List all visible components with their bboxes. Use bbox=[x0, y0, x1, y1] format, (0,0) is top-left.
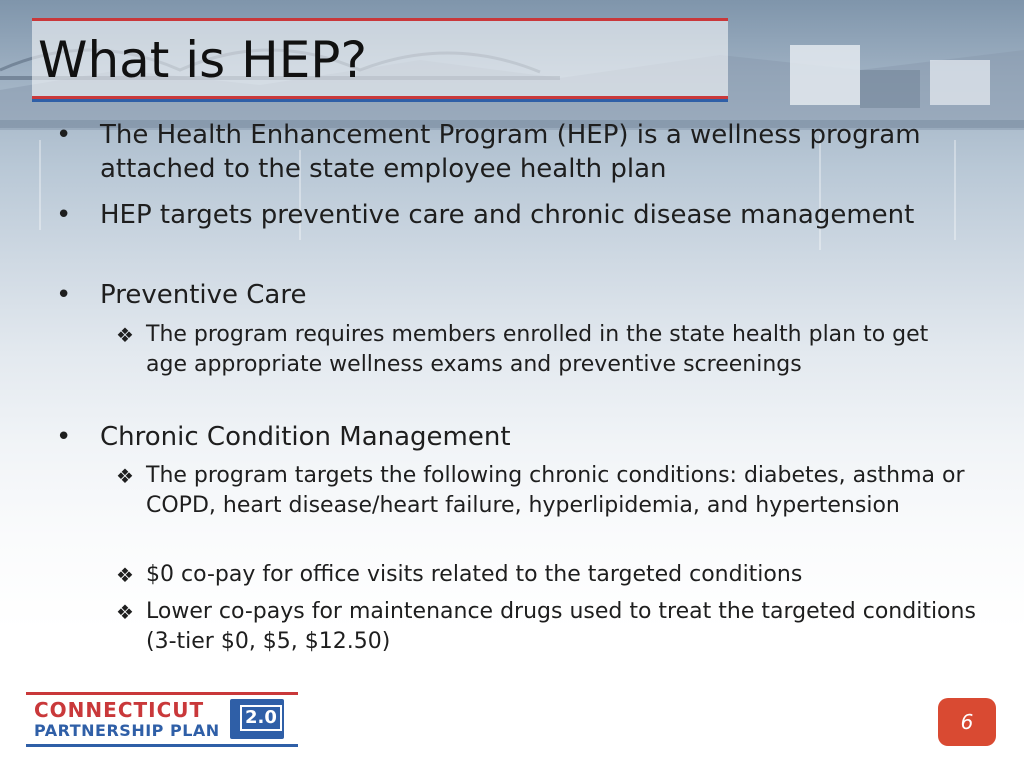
bullet-item bbox=[56, 420, 980, 454]
connecticut-partnership-plan-logo bbox=[26, 692, 298, 748]
page-number: 6 bbox=[960, 710, 974, 734]
logo-line-1: CONNECTICUT bbox=[34, 698, 205, 722]
bullet-item bbox=[56, 198, 980, 232]
bullet-item bbox=[56, 278, 980, 312]
logo-top-rule bbox=[26, 692, 298, 695]
diamond-bullet-icon: ❖ bbox=[116, 464, 134, 488]
sub-bullet-item bbox=[116, 320, 976, 380]
diamond-bullet-icon: ❖ bbox=[116, 600, 134, 624]
bullet-marker: • bbox=[56, 120, 72, 150]
bullet-text: Preventive Care bbox=[100, 280, 307, 310]
sub-bullet-item bbox=[116, 560, 976, 590]
sub-bullet-item bbox=[116, 461, 976, 521]
sub-bullet-text: The program targets the following chronic conditions: diabetes, asthma or COPD, heart disease/heart failure, hyperlipidemia, and hypertension bbox=[146, 463, 965, 518]
diamond-bullet-icon: ❖ bbox=[116, 563, 134, 587]
bullet-marker: • bbox=[56, 200, 72, 230]
logo-version-badge bbox=[230, 699, 284, 739]
bullet-marker: • bbox=[56, 280, 72, 310]
diamond-bullet-icon: ❖ bbox=[116, 323, 134, 347]
logo-badge-text: 2.0 bbox=[240, 705, 282, 731]
bullet-text: Chronic Condition Management bbox=[100, 422, 511, 452]
sub-bullet-text: The program requires members enrolled in the state health plan to get age appropriate wellness exams and preventive screenings bbox=[146, 322, 929, 377]
bullet-item bbox=[56, 118, 980, 186]
logo-bottom-rule bbox=[26, 744, 298, 747]
bullet-text: The Health Enhancement Program (HEP) is a wellness program attached to the state employee health plan bbox=[100, 120, 921, 184]
sub-bullet-text: $0 co-pay for office visits related to the targeted conditions bbox=[146, 562, 803, 587]
bullet-text: HEP targets preventive care and chronic disease management bbox=[100, 200, 915, 230]
sub-bullet-text: Lower co-pays for maintenance drugs used to treat the targeted conditions (3-tier $0, $5, $12.50) bbox=[146, 599, 976, 654]
logo-line-2: PARTNERSHIP PLAN bbox=[34, 721, 220, 740]
sub-bullet-item bbox=[116, 597, 976, 657]
page-number-badge bbox=[938, 698, 996, 746]
slide-title: What is HEP? bbox=[38, 31, 367, 89]
bullet-marker: • bbox=[56, 422, 72, 452]
